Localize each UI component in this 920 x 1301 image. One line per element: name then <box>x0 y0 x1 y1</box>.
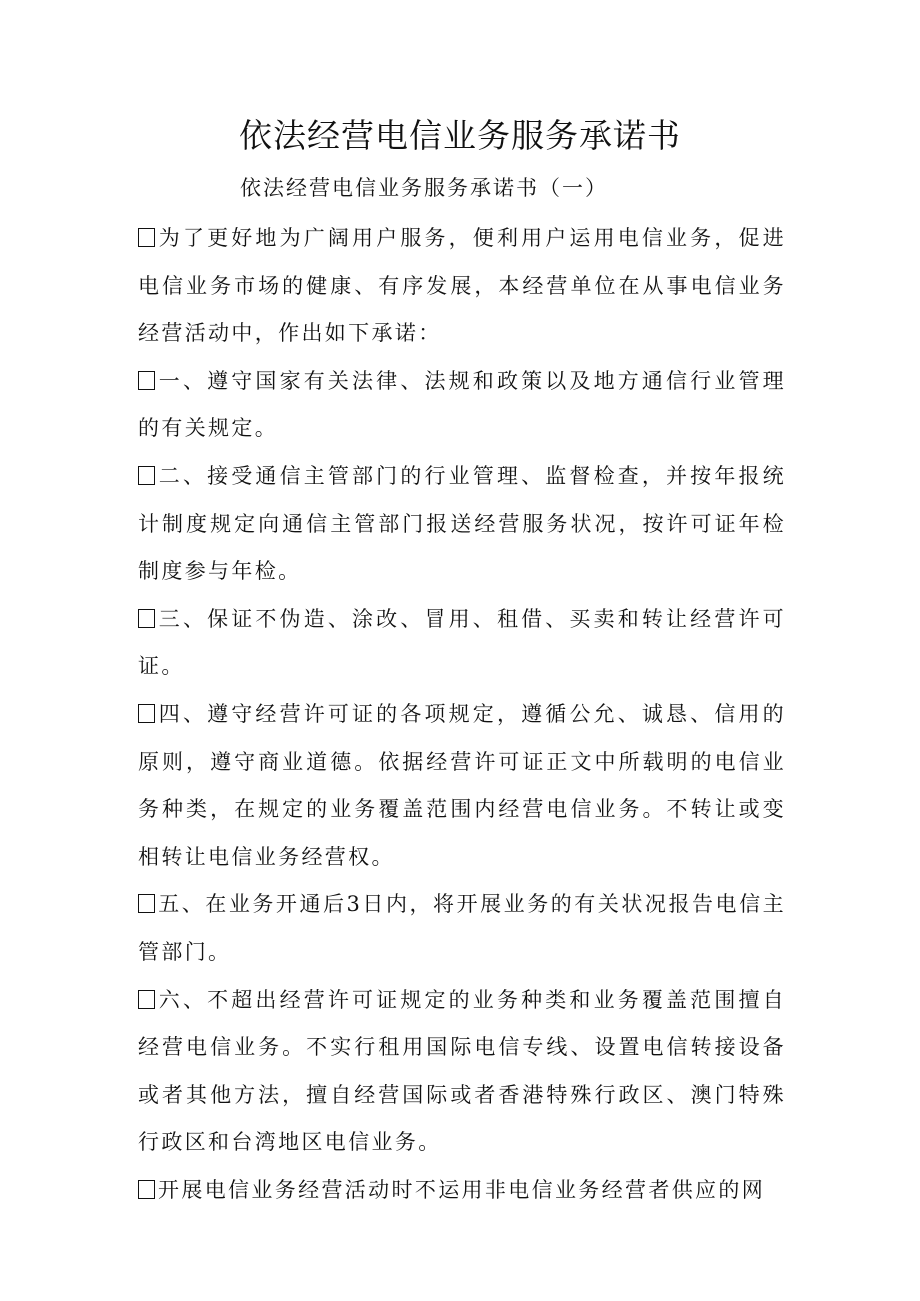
paragraph-text: 二、接受通信主管部门的行业管理、监督检查，并按年报统计制度规定向通信主管部门报送经营服务状况，按许可证年检制度参与年检。 <box>138 463 786 584</box>
document-body <box>138 215 786 1214</box>
paragraph-text: 四、遵守经营许可证的各项规定，遵循公允、诚恳、信用的原则，遵守商业道德。依据经营许可证正文中所载明的电信业务种类，在规定的业务覆盖范围内经营电信业务。不转让或变相转让电信业务经营权。 <box>138 701 786 869</box>
paragraph-item-5 <box>138 881 786 976</box>
paragraph-text: 为了更好地为广阔用户服务，便利用户运用电信业务，促进电信业务市场的健康、有序发展，本经营单位在从事电信业务经营活动中，作出如下承诺： <box>138 226 786 346</box>
checkbox-icon <box>138 609 155 628</box>
paragraph-item-2 <box>138 453 786 596</box>
paragraph-text: 开展电信业务经营活动时不运用非电信业务经营者供应的网 <box>158 1177 766 1202</box>
document-title: 依法经营电信业务服务承诺书 <box>239 116 681 155</box>
paragraph-text: 一、遵守国家有关法律、法规和政策以及地方通信行业管理的有关规定。 <box>138 368 786 441</box>
checkbox-icon <box>138 228 155 247</box>
checkbox-icon <box>138 1180 155 1199</box>
document-subtitle: 依法经营电信业务服务承诺书（一） <box>240 176 608 200</box>
paragraph-text: 六、不超出经营许可证规定的业务种类和业务覆盖范围擅自经营电信业务。不实行租用国际电信专线、设置电信转接设备或者其他方法，擅自经营国际或者香港特殊行政区、澳门特殊行政区和台湾地区电信业务。 <box>138 987 786 1155</box>
paragraph-intro <box>138 215 786 358</box>
paragraph-item-7 <box>138 1167 786 1215</box>
paragraph-item-6 <box>138 977 786 1167</box>
checkbox-icon <box>138 894 155 913</box>
checkbox-icon <box>138 371 155 390</box>
checkbox-icon <box>138 466 155 485</box>
paragraph-text: 三、保证不伪造、涂改、冒用、租借、买卖和转让经营许可证。 <box>138 606 786 679</box>
checkbox-icon <box>138 704 155 723</box>
checkbox-icon <box>138 990 155 1009</box>
paragraph-item-3 <box>138 596 786 691</box>
paragraph-item-1 <box>138 358 786 453</box>
paragraph-text: 五、在业务开通后3日内，将开展业务的有关状况报告电信主管部门。 <box>138 892 786 964</box>
paragraph-item-4 <box>138 691 786 881</box>
